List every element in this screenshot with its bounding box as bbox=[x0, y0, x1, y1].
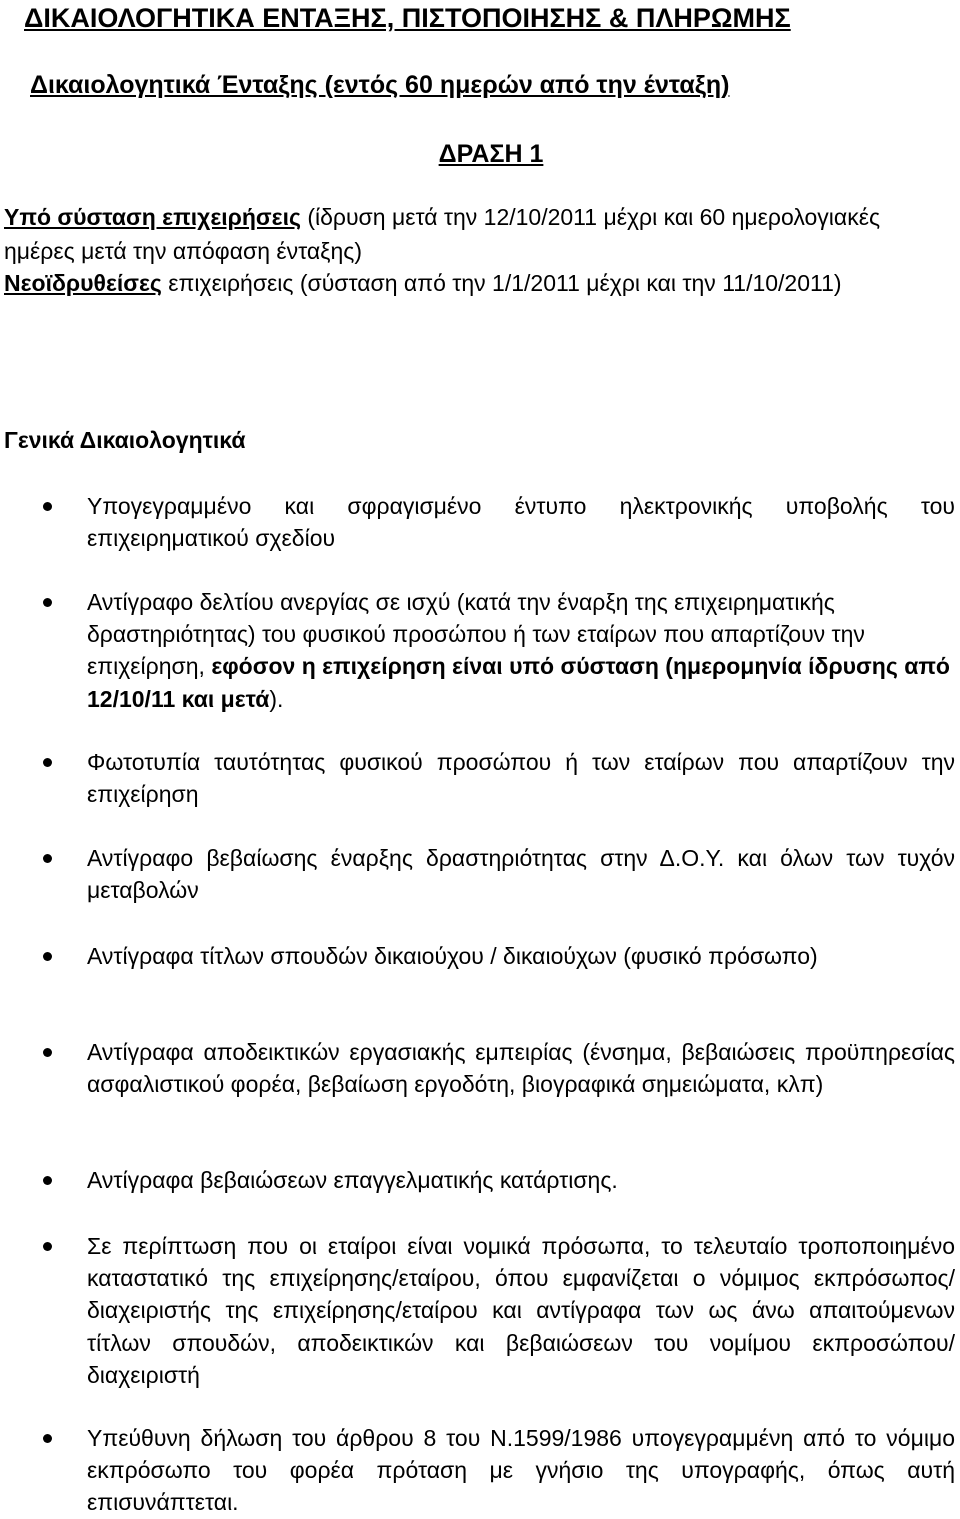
document-title: ΔΙΚΑΙΟΛΟΓΗΤΙΚΑ ΕΝΤΑΞΗΣ, ΠΙΣΤΟΠΟΙΗΣΗΣ & ΠΛΗΡΩΜΗΣ bbox=[24, 3, 791, 33]
action-heading: ΔΡΑΣΗ 1 bbox=[438, 140, 544, 168]
intro-paragraph-newly-founded bbox=[4, 267, 924, 301]
intro-bold-label: Υπό σύσταση επιχειρήσεις bbox=[4, 204, 301, 230]
bullet-icon bbox=[43, 598, 52, 607]
intro-text: (ίδρυση μετά την 12/10/2011 μέχρι και 60 ημερολογιακές ημέρες μετά την απόφαση ένταξης) bbox=[4, 204, 881, 264]
list-item-text-regular: Αντίγραφο δελτίου ανεργίας σε ισχύ (κατά την έναρξη της επιχειρηματικής δραστηριότητας) του φυσικού προσώπου ή των εταίρων που απαρτίζουν την επιχείρηση, bbox=[87, 589, 865, 680]
list-item-text-tail: ). bbox=[269, 685, 284, 712]
list-item-text: Αντίγραφα αποδεικτικών εργασιακής εμπειρίας (ένσημα, βεβαιώσεις προϋπηρεσίας ασφαλιστικού φορέα, βεβαίωση εργοδότη, βιογραφικά σημειώματα, κλπ) bbox=[87, 1039, 955, 1098]
document-subtitle: Δικαιολογητικά Ένταξης (εντός 60 ημερών από την ένταξη) bbox=[30, 71, 730, 99]
bullet-icon bbox=[43, 1242, 52, 1251]
list-item-text: Υπογεγραμμένο και σφραγισμένο έντυπο ηλεκτρονικής υποβολής του επιχειρηματικού σχεδίου bbox=[87, 493, 955, 552]
general-documents-heading: Γενικά Δικαιολογητικά bbox=[4, 427, 246, 453]
list-item-text: Αντίγραφο βεβαίωσης έναρξης δραστηριότητας στην Δ.Ο.Υ. και όλων των τυχόν μεταβολών bbox=[87, 845, 955, 904]
list-item-text-bold: εφόσον η επιχείρηση είναι υπό σύσταση (ημερομηνία ίδρυσης από 12/10/11 και μετά bbox=[87, 653, 950, 712]
bullet-icon bbox=[43, 1048, 52, 1057]
bullet-icon bbox=[43, 758, 52, 767]
list-item-text: Φωτοτυπία ταυτότητας φυσικού προσώπου ή των εταίρων που απαρτίζουν την επιχείρηση bbox=[87, 749, 955, 808]
bullet-icon bbox=[43, 854, 52, 863]
bullet-icon bbox=[43, 502, 52, 511]
list-item-text: Σε περίπτωση που οι εταίροι είναι νομικά πρόσωπα, το τελευταίο τροποποιημένο καταστατικό της επιχείρησης/εταίρου, όπου εμφανίζεται ο νόμιμος εκπρόσωπος/διαχειριστής της επιχείρησης/εταίρου και αντίγραφα των ως άνω απαιτούμενων τίτλων σπουδών, αποδεικτικών και βεβαιώσεων του νομίμου εκπροσώπου/διαχειριστή bbox=[87, 1233, 955, 1388]
bullet-icon bbox=[43, 952, 52, 961]
intro-text: επιχειρήσεις (σύσταση από την 1/1/2011 μέχρι και την 11/10/2011) bbox=[161, 270, 842, 296]
intro-paragraph-under-formation bbox=[4, 201, 924, 268]
list-item-text bbox=[87, 586, 955, 715]
list-item-text: Υπεύθυνη δήλωση του άρθρου 8 του Ν.1599/1986 υπογεγραμμένη από το νόμιμο εκπρόσωπο του φορέα πρόταση με γνήσιο της υπογραφής, όπως αυτή επισυνάπτεται. bbox=[87, 1425, 955, 1516]
list-item-text: Αντίγραφα βεβαιώσεων επαγγελματικής κατάρτισης. bbox=[87, 1167, 618, 1193]
list-item-text: Αντίγραφα τίτλων σπουδών δικαιούχου / δικαιούχων (φυσικό πρόσωπο) bbox=[87, 943, 818, 969]
bullet-icon bbox=[43, 1434, 52, 1443]
bullet-icon bbox=[43, 1176, 52, 1185]
intro-bold-label: Νεοϊδρυθείσες bbox=[4, 270, 162, 296]
